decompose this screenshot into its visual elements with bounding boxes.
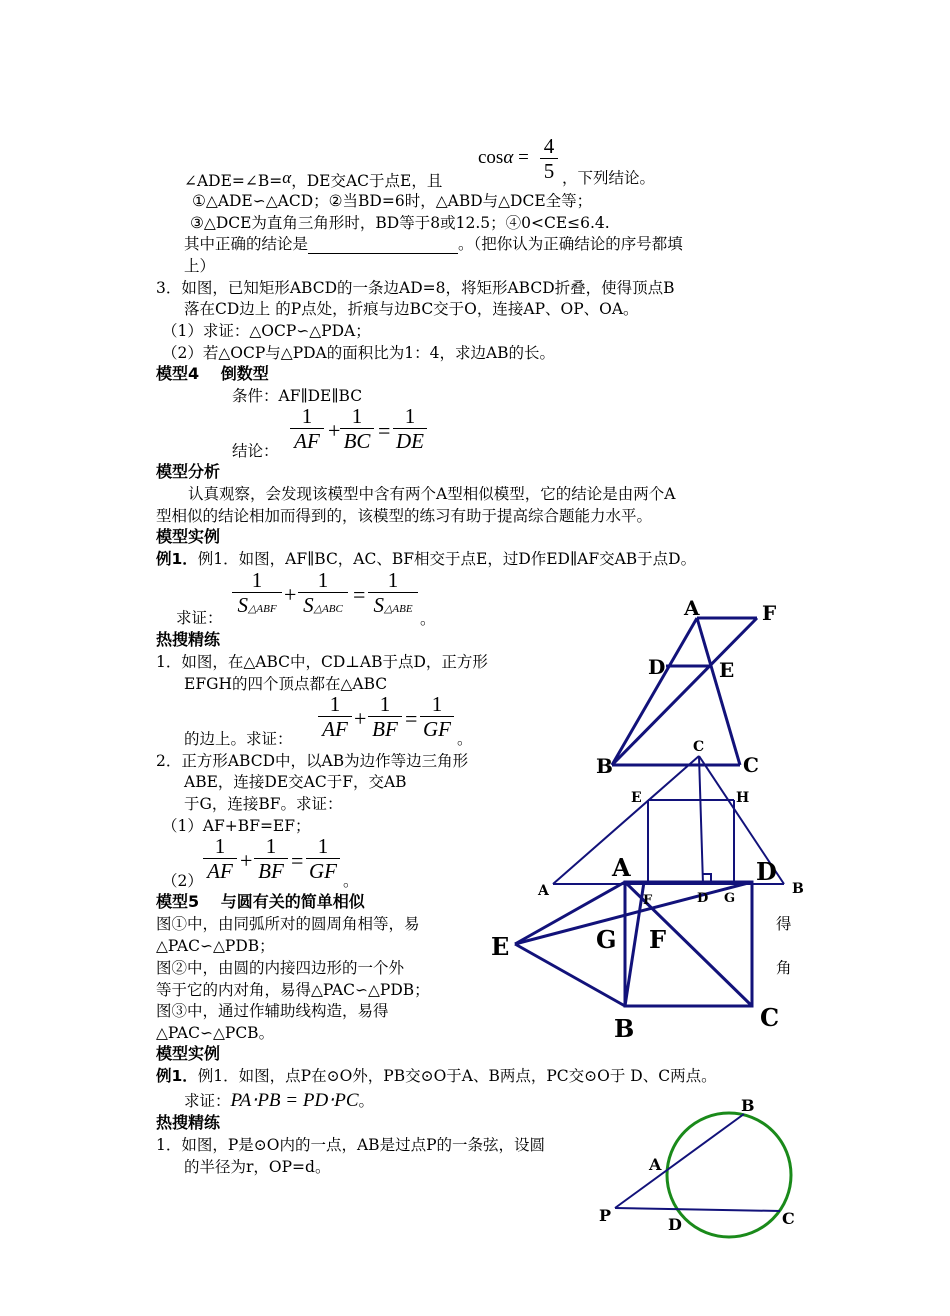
q3-line2: 落在CD边上 的P点处，折痕与边BC交于O，连接AP、OP、OA。: [184, 300, 639, 318]
svg-text:E: E: [491, 932, 510, 961]
svg-text:A: A: [684, 596, 700, 620]
practice1-line1: 1．如图，在△ABC中，CD⊥AB于点D，正方形: [156, 653, 488, 671]
model5-line2: △PAC∽△PDB；: [156, 937, 275, 955]
example-frac-2: 1 S△ABC: [298, 568, 348, 621]
model5-prove: 求证：PA⋅PB = PD⋅PC。: [184, 1090, 375, 1111]
plus-sign: +: [240, 848, 253, 873]
practice2-line3: 于G，连接BF。求证：: [184, 795, 343, 813]
figure-3-square: [515, 882, 752, 1006]
svg-text:P: P: [599, 1206, 612, 1225]
model5-line3-right: 角: [776, 959, 792, 977]
model5-practice1-line1: 1．如图，P是⊙O内的一点，AB是过点P的一条弦，设圆: [156, 1136, 546, 1154]
practice1-frac-gf: 1 GF: [420, 692, 454, 741]
svg-text:C: C: [743, 753, 759, 777]
svg-text:A: A: [649, 1155, 662, 1174]
equals-sign: =: [405, 706, 418, 731]
cos-fraction: 4 5: [540, 134, 558, 183]
svg-text:H: H: [736, 790, 750, 806]
example-title-2: 模型实例: [156, 1044, 221, 1063]
model5-line6: △PAC∽△PCB。: [156, 1024, 275, 1042]
analysis-line2: 型相似的结论相加而得到的，该模型的练习有助于提高综合题能力水平。: [156, 507, 653, 525]
model5-title: 模型5 与圆有关的简单相似: [156, 892, 365, 911]
svg-text:A: A: [612, 853, 631, 882]
svg-text:G: G: [724, 891, 736, 906]
model4-title: 模型4 倒数型: [156, 364, 269, 383]
svg-text:G: G: [596, 925, 617, 954]
prove-label-1: 求证：: [176, 609, 223, 627]
practice1-line3: 的边上。求证：: [184, 730, 293, 748]
model4-condition: 条件：AF∥DE∥BC: [232, 387, 363, 405]
svg-text:E: E: [631, 790, 642, 806]
top-line1-end: ，下列结论。: [562, 169, 656, 187]
svg-text:C: C: [693, 739, 705, 755]
top-line4: 其中正确的结论是 。（把你认为正确结论的序号都填: [184, 235, 683, 253]
figure-4-labels: [599, 1096, 795, 1234]
top-line1: ∠ADE=∠B=α，DE交AC于点E，且: [184, 168, 443, 190]
svg-text:C: C: [760, 1003, 780, 1032]
cos-alpha: cosα =: [478, 147, 529, 168]
model4-frac-bc: 1 BC: [340, 404, 374, 453]
svg-text:B: B: [741, 1096, 755, 1115]
practice1-line2: EFGH的四个顶点都在△ABC: [184, 675, 388, 693]
model5-line1: 图①中，由同弧所对的圆周角相等，易: [156, 915, 420, 933]
practice-title-1: 热搜精练: [156, 630, 221, 649]
svg-text:F: F: [643, 893, 653, 908]
plus-sign: +: [328, 418, 341, 443]
example-frac-1: 1 S△ABF: [232, 568, 282, 621]
model4-frac-af: 1 AF: [290, 404, 324, 453]
practice2-line4: （1）AF+BF=EF；: [162, 817, 311, 835]
equals-sign: =: [353, 582, 366, 607]
period: 。: [420, 610, 436, 628]
top-line2: ①△ADE∽△ACD；②当BD=6时，△ABD与△DCE全等；: [192, 192, 593, 210]
equals-sign: =: [378, 418, 391, 443]
practice1-frac-bf: 1 BF: [368, 692, 402, 741]
example1: 例1．例1．如图，AF∥BC，AC、BF相交于点E，过D作ED∥AF交AB于点D。: [156, 550, 697, 568]
practice-title-2: 热搜精练: [156, 1113, 221, 1132]
practice1-frac-af: 1 AF: [318, 692, 352, 741]
model5-practice1-line2: 的半径为r，OP=d。: [184, 1158, 331, 1176]
practice2-frac-af: 1 AF: [203, 834, 237, 883]
top-line3: ③△DCE为直角三角形时，BD等于8或12.5；④0<CE≤6.4.: [190, 214, 610, 232]
svg-text:F: F: [762, 601, 777, 625]
example-title: 模型实例: [156, 527, 221, 546]
practice2-line2: ABE，连接DE交AC于F，交AB: [184, 773, 407, 791]
model5-line4: 等于它的内对角，易得△PAC∽△PDB；: [156, 981, 430, 999]
model5-line3: 图②中，由圆的内接四边形的一个外: [156, 959, 405, 977]
svg-text:B: B: [614, 1014, 635, 1043]
svg-text:E: E: [719, 658, 735, 682]
q3-line4: （2）若△OCP与△PDA的面积比为1：4，求边AB的长。: [162, 344, 556, 362]
plus-sign: +: [354, 706, 367, 731]
svg-text:B: B: [792, 881, 804, 897]
svg-text:C: C: [782, 1209, 795, 1228]
model5-line5: 图③中，通过作辅助线构造，易得: [156, 1002, 389, 1020]
period: 。: [343, 872, 359, 890]
model4-conclusion-label: 结论：: [232, 442, 279, 460]
figure-1-trapezoid: [612, 618, 757, 765]
q3-line3: （1）求证：△OCP∽△PDA；: [162, 322, 371, 340]
analysis-title: 模型分析: [156, 462, 221, 481]
model5-line1-right: 得: [776, 915, 792, 933]
figure-4-circle: [615, 1113, 791, 1237]
svg-text:D: D: [668, 1215, 682, 1234]
svg-text:D: D: [648, 655, 666, 679]
practice2-line1: 2．正方形ABCD中，以AB为边作等边三角形: [156, 752, 469, 770]
practice2-frac-gf: 1 GF: [306, 834, 340, 883]
svg-text:F: F: [649, 925, 667, 954]
figure-1-labels: [596, 596, 776, 778]
period: 。: [457, 730, 473, 748]
analysis-line1: 认真观察，会发现该模型中含有两个A型相似模型，它的结论是由两个A: [188, 485, 676, 503]
model5-example1: 例1．例1．如图，点P在⊙O外，PB交⊙O于A、B两点，PC交⊙O于 D、C两点。: [156, 1067, 717, 1085]
example-frac-3: 1 S△ABE: [368, 568, 418, 621]
svg-text:A: A: [538, 883, 549, 899]
equals-sign: =: [291, 848, 304, 873]
svg-text:D: D: [756, 857, 777, 886]
model4-frac-de: 1 DE: [393, 404, 427, 453]
svg-text:B: B: [596, 754, 613, 778]
q3-line1: 3．如图，已知矩形ABCD的一条边AD=8，将矩形ABCD折叠，使得顶点B: [156, 279, 675, 297]
top-line5: 上）: [184, 257, 216, 275]
svg-text:D: D: [697, 891, 709, 906]
practice2-line5: （2）: [162, 872, 203, 890]
practice2-frac-bf: 1 BF: [254, 834, 288, 883]
plus-sign: +: [284, 582, 297, 607]
